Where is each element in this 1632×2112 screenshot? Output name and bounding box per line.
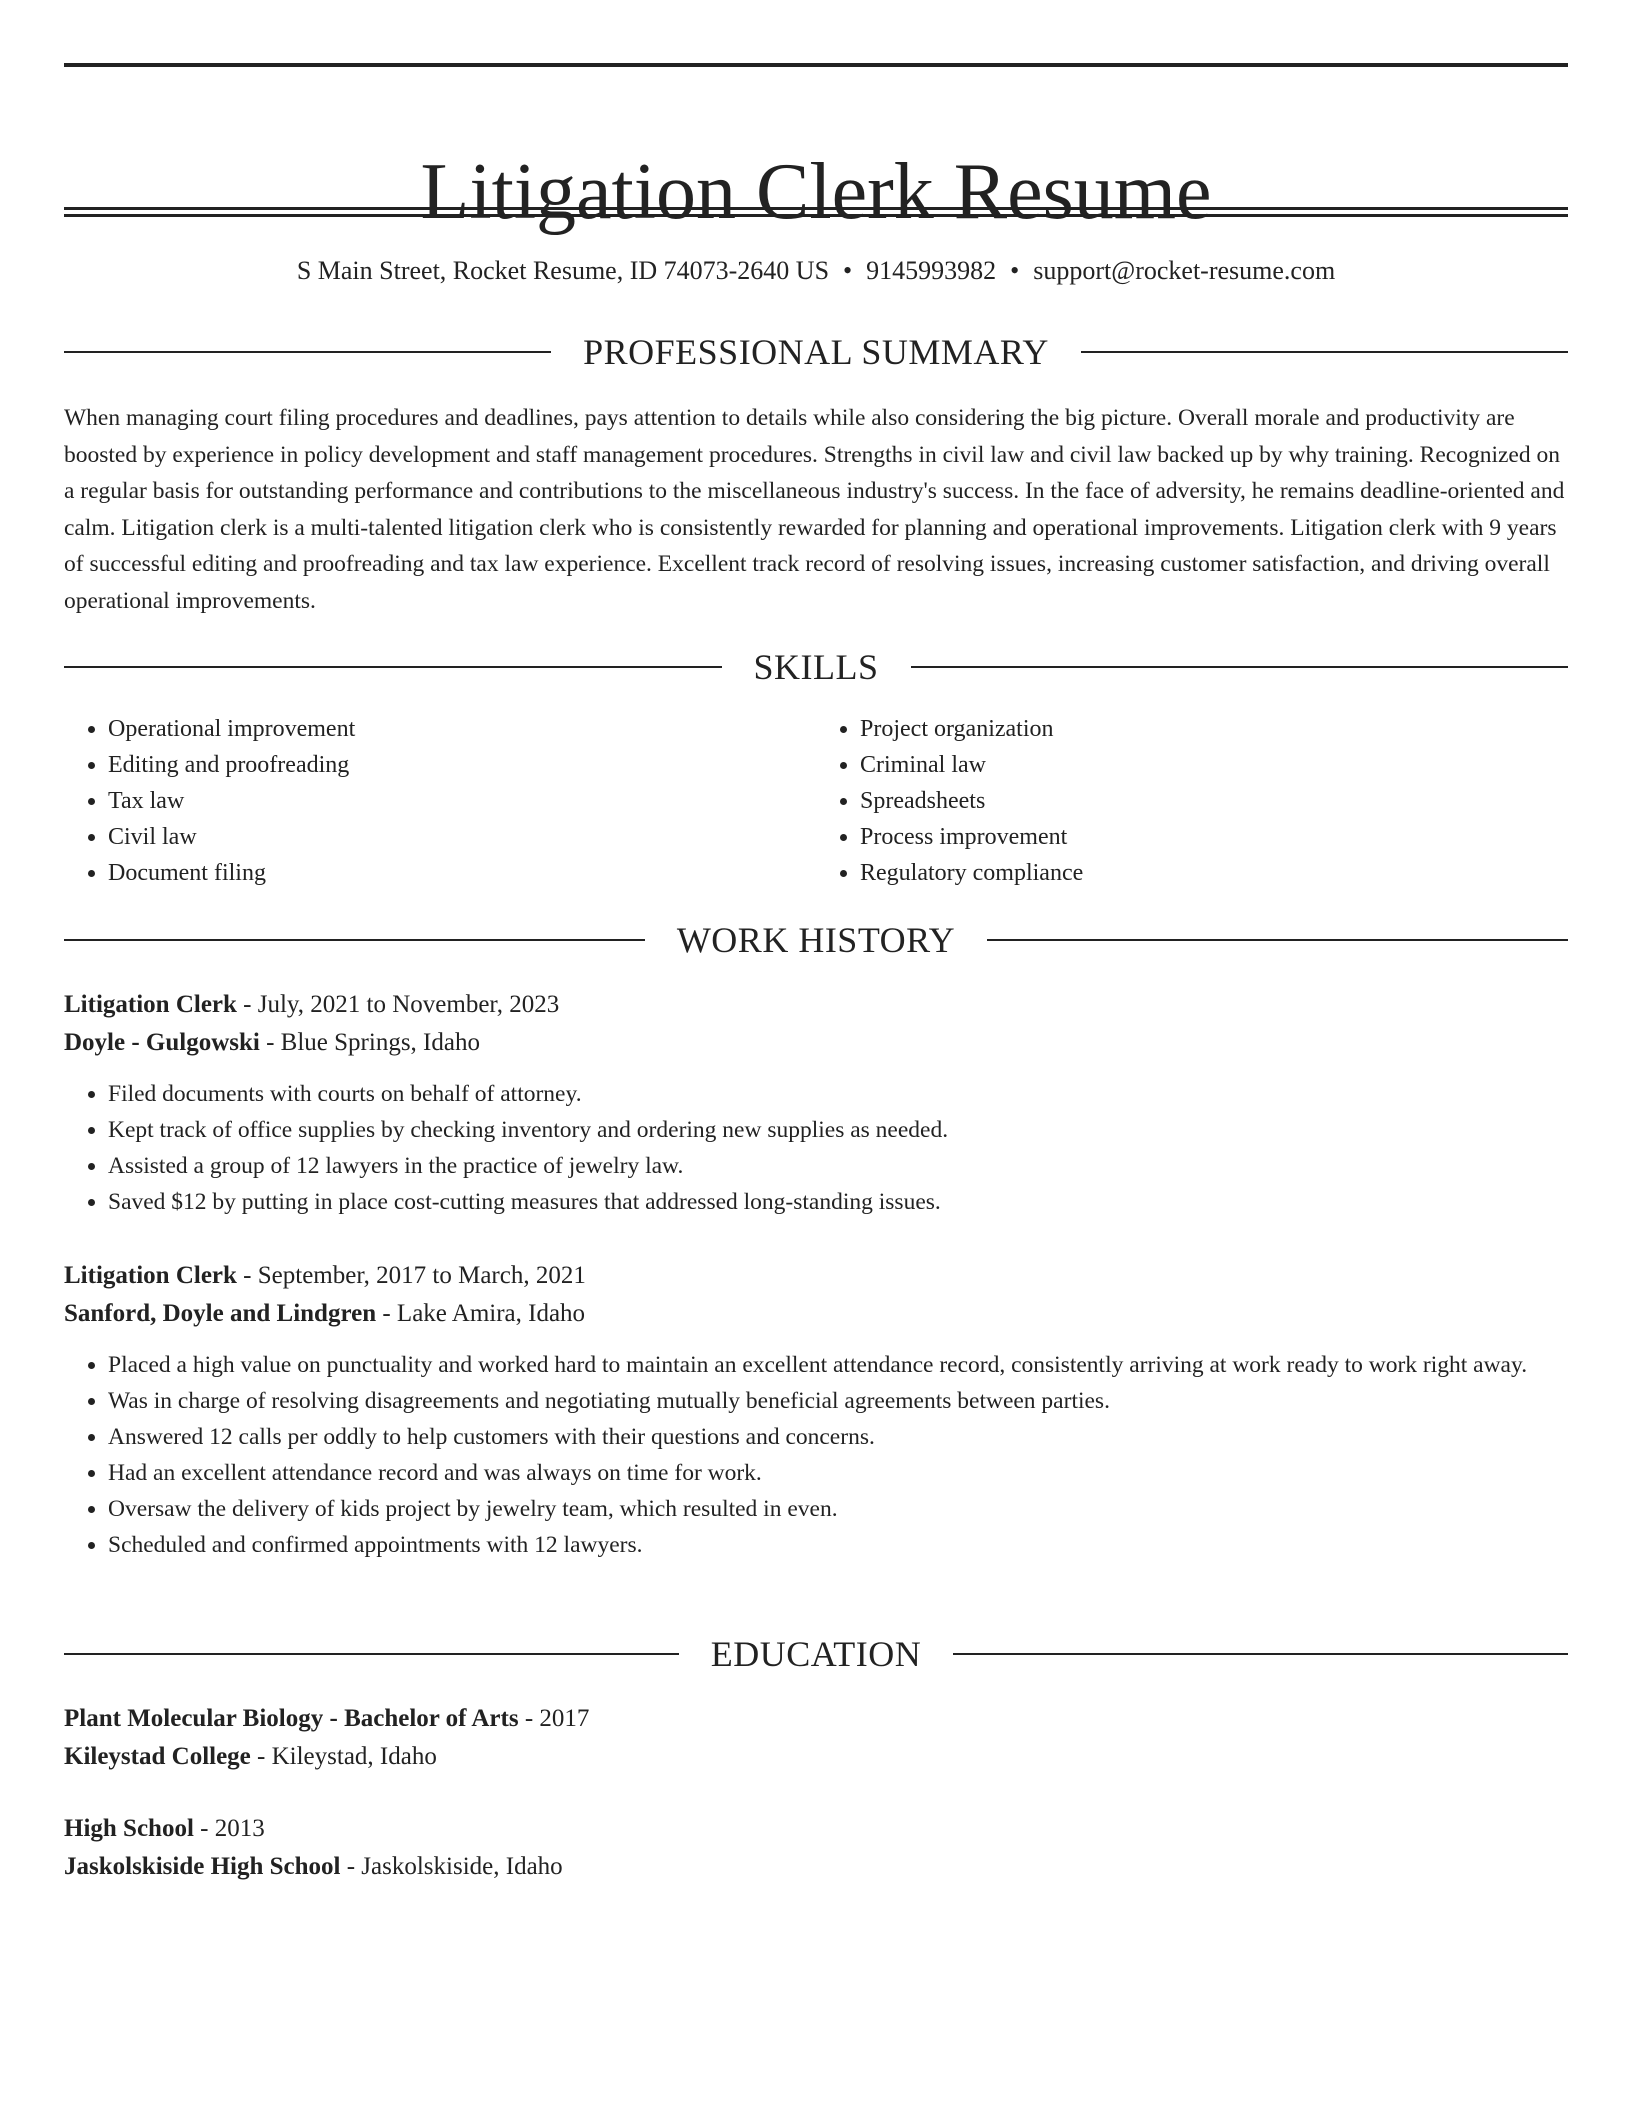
contact-separator: • [843, 256, 853, 285]
skill-item: • Criminal law [860, 747, 1568, 783]
section-rule [987, 939, 1568, 941]
job-location: - Lake Amira, Idaho [376, 1300, 586, 1327]
section-header-work [64, 920, 1568, 960]
section-rule [64, 939, 645, 941]
job-bullet: • Filed documents with courts on behalf of attorney. [108, 1076, 1568, 1112]
job-title: Litigation Clerk [64, 991, 237, 1018]
education-year: - 2017 [518, 1705, 590, 1732]
job-bullet: • Oversaw the delivery of kids project by jewelry team, which resulted in even. [108, 1491, 1568, 1527]
job-bullet: • Saved $12 by putting in place cost-cutting measures that addressed long-standing issues. [108, 1184, 1568, 1220]
skills-column-right [816, 711, 1568, 891]
job-bullet: • Had an excellent attendance record and was always on time for work. [108, 1455, 1568, 1491]
job-title-line [64, 986, 1568, 1024]
education-entry [64, 1700, 1568, 1776]
section-rule [911, 666, 1569, 668]
section-title-summary: PROFESSIONAL SUMMARY [583, 332, 1049, 372]
education-year: - 2013 [193, 1815, 265, 1842]
job-bullets [64, 1076, 1568, 1220]
section-title-education: EDUCATION [710, 1634, 922, 1674]
education-school-line [64, 1738, 1568, 1776]
section-rule [953, 1653, 1568, 1655]
section-title-skills: SKILLS [753, 647, 879, 687]
skills-list [64, 711, 1568, 891]
section-title-work: WORK HISTORY [676, 920, 956, 960]
skill-item: • Spreadsheets [860, 783, 1568, 819]
education-location: - Jaskolskiside, Idaho [340, 1853, 563, 1880]
job-dates: - September, 2017 to March, 2021 [236, 1262, 586, 1289]
job-location: - Blue Springs, Idaho [259, 1029, 480, 1056]
skill-item: • Document filing [108, 855, 816, 891]
skill-item: • Editing and proofreading [108, 747, 816, 783]
summary-text: When managing court filing procedures and deadlines, pays attention to details while also considering the big picture. Overall morale and productivity are boosted by experience in policy development and staff management procedures. Strengths in civil law and civil law backed up by why training. Recognized on a regular basis for outstanding performance and contributions to the miscellaneous industry's success. In the face of adversity, he remains deadline-oriented and calm. Litigation clerk is a multi-talented litigation clerk who is consistently rewarded for planning and operational improvements. Litigation clerk with 9 years of successful editing and proofreading and tax law experience. Excellent track record of resolving issues, increasing customer satisfaction, and driving overall operational improvements. [64, 405, 1565, 614]
education-degree-line [64, 1700, 1568, 1738]
education-degree: High School [64, 1815, 194, 1842]
top-rule [64, 63, 1568, 67]
skill-item: • Operational improvement [108, 711, 816, 747]
job-entry [64, 1257, 1568, 1563]
job-company-line [64, 1295, 1568, 1333]
section-header-skills [64, 647, 1568, 687]
job-entry [64, 986, 1568, 1220]
resume-title: Litigation Clerk Resume [420, 147, 1212, 236]
contact-address: S Main Street, Rocket Resume, ID 74073-2640 US [296, 256, 830, 285]
section-header-education [64, 1634, 1568, 1674]
job-bullets [64, 1347, 1568, 1563]
education-school: Kileystad College [64, 1743, 251, 1770]
title-double-rule [64, 207, 1568, 217]
job-bullet: • Kept track of office supplies by checking inventory and ordering new supplies as needed. [108, 1112, 1568, 1148]
section-rule [64, 1653, 679, 1655]
education-entry [64, 1810, 1568, 1886]
education-location: - Kileystad, Idaho [250, 1743, 437, 1770]
section-rule [64, 351, 551, 353]
job-bullet: • Was in charge of resolving disagreements and negotiating mutually beneficial agreements between parties. [108, 1383, 1568, 1419]
section-rule [1081, 351, 1568, 353]
contact-phone: 9145993982 [866, 256, 997, 285]
job-company: Sanford, Doyle and Lindgren [64, 1300, 377, 1327]
job-bullet: • Scheduled and confirmed appointments with 12 lawyers. [108, 1527, 1568, 1563]
skills-column-left [64, 711, 816, 891]
contact-separator: • [1010, 256, 1020, 285]
contact-line [64, 254, 1568, 288]
job-title-line [64, 1257, 1568, 1295]
skill-item: • Process improvement [860, 819, 1568, 855]
job-company-line [64, 1024, 1568, 1062]
education-degree: Plant Molecular Biology - Bachelor of Arts [64, 1705, 519, 1732]
skill-item: • Tax law [108, 783, 816, 819]
skill-item: • Regulatory compliance [860, 855, 1568, 891]
job-title: Litigation Clerk [64, 1262, 237, 1289]
education-school: Jaskolskiside High School [64, 1853, 341, 1880]
education-degree-line [64, 1810, 1568, 1848]
job-bullet: • Answered 12 calls per oddly to help customers with their questions and concerns. [108, 1419, 1568, 1455]
job-bullet: • Assisted a group of 12 lawyers in the practice of jewelry law. [108, 1148, 1568, 1184]
skill-item: • Civil law [108, 819, 816, 855]
section-header-summary [64, 332, 1568, 372]
skill-item: • Project organization [860, 711, 1568, 747]
job-company: Doyle - Gulgowski [64, 1029, 260, 1056]
contact-email: support@rocket-resume.com [1033, 256, 1336, 285]
education-school-line [64, 1848, 1568, 1886]
job-dates: - July, 2021 to November, 2023 [236, 991, 560, 1018]
section-rule [64, 666, 722, 668]
job-bullet: • Placed a high value on punctuality and worked hard to maintain an excellent attendance record, consistently arriving at work ready to work right away. [108, 1347, 1568, 1383]
